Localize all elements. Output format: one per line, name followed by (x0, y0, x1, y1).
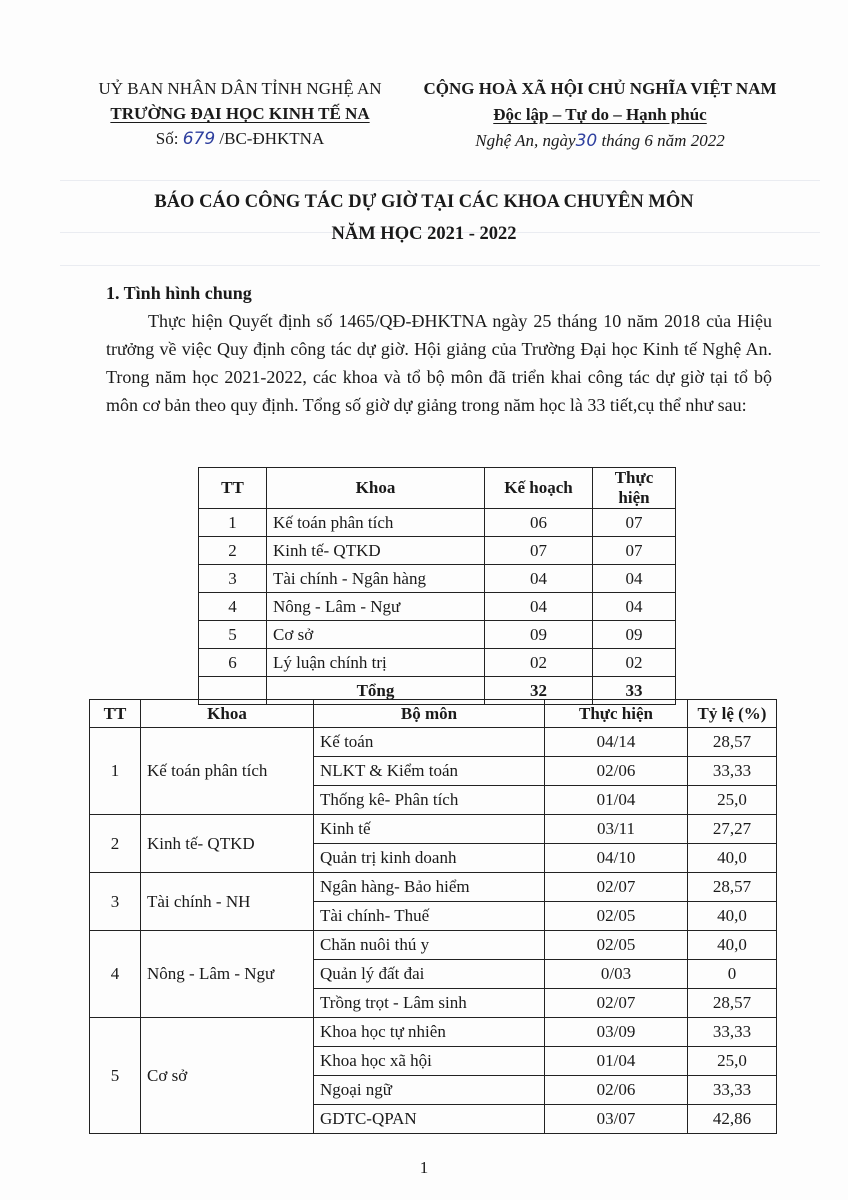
table-cell: Ngoại ngữ (314, 1076, 545, 1105)
table-cell: 02/05 (545, 931, 688, 960)
table-cell: 2 (199, 537, 267, 565)
table-cell: 25,0 (688, 1047, 777, 1076)
table-cell: 40,0 (688, 844, 777, 873)
col-header: TT (199, 468, 267, 509)
section-paragraph: Thực hiện Quyết định số 1465/QĐ-ĐHKTNA ngày 25 tháng 10 năm 2018 của Hiệu trưởng về việc Quy định công tác dự giờ. Hội giảng của Trường Đại học Kinh tế Nghệ An. Trong năm học 2021-2022, các khoa và tổ bộ môn đã triển khai công tác dự giờ tại tổ bộ môn cơ bản theo quy định. Tổng số giờ dự giảng trong năm học là 33 tiết,cụ thể như sau: (106, 311, 772, 415)
col-header: TT (90, 700, 141, 728)
table-cell: Tài chính- Thuế (314, 902, 545, 931)
table-cell: Kinh tế (314, 815, 545, 844)
motto: Độc lập – Tự do – Hạnh phúc (493, 105, 707, 124)
table-cell: 02 (485, 649, 593, 677)
table-header-row (90, 700, 777, 728)
table-cell: Lý luận chính trị (267, 649, 485, 677)
table-cell: 1 (199, 509, 267, 537)
table-cell: 25,0 (688, 786, 777, 815)
table-cell: 07 (485, 537, 593, 565)
detail-table (89, 699, 777, 1134)
table-cell: 33,33 (688, 1076, 777, 1105)
table-row (199, 649, 676, 677)
table-row (90, 931, 777, 960)
table-cell: NLKT & Kiểm toán (314, 757, 545, 786)
table-cell: 09 (485, 621, 593, 649)
place-date: Nghệ An, ngày30 tháng 6 năm 2022 (475, 131, 725, 151)
table-cell: 04 (485, 565, 593, 593)
table-cell: 06 (485, 509, 593, 537)
table-row (90, 873, 777, 902)
report-subtitle: NĂM HỌC 2021 - 2022 (331, 224, 517, 244)
table-cell: 2 (90, 815, 141, 873)
col-header: Tỷ lệ (%) (688, 700, 777, 728)
table-cell: Kinh tế- QTKD (267, 537, 485, 565)
table-cell: Khoa học tự nhiên (314, 1018, 545, 1047)
table-cell: 07 (593, 509, 676, 537)
table-cell: 02 (593, 649, 676, 677)
table-cell: 02/07 (545, 873, 688, 902)
table-cell: 28,57 (688, 728, 777, 757)
issuer-authority: UỶ BAN NHÂN DÂN TỈNH NGHỆ AN (98, 79, 382, 98)
national-header (400, 76, 800, 154)
table-row (199, 593, 676, 621)
table-cell: 0 (688, 960, 777, 989)
table-cell: Kế toán phân tích (141, 728, 314, 815)
table-cell: 27,27 (688, 815, 777, 844)
report-title: BÁO CÁO CÔNG TÁC DỰ GIỜ TẠI CÁC KHOA CHUYÊN MÔN (154, 192, 694, 212)
table-cell: 5 (199, 621, 267, 649)
table-cell: 0/03 (545, 960, 688, 989)
document-number: Số: 679 /BC-ĐHKTNA (155, 129, 325, 149)
col-header: Khoa (267, 468, 485, 509)
table-cell: 02/07 (545, 989, 688, 1018)
table-cell: 40,0 (688, 931, 777, 960)
section-heading: 1. Tình hình chung (106, 283, 252, 303)
table-row (199, 509, 676, 537)
table-cell: 04 (593, 593, 676, 621)
page-number: 1 (419, 1158, 429, 1177)
table-row (90, 1018, 777, 1047)
table-row (199, 565, 676, 593)
table-cell: 07 (593, 537, 676, 565)
table-cell: Khoa học xã hội (314, 1047, 545, 1076)
table-cell: 5 (90, 1018, 141, 1134)
table-cell: 4 (90, 931, 141, 1018)
table-cell: Cơ sở (267, 621, 485, 649)
table-cell: Nông - Lâm - Ngư (267, 593, 485, 621)
table-cell: 04/14 (545, 728, 688, 757)
col-header: Khoa (141, 700, 314, 728)
table-cell: Kinh tế- QTKD (141, 815, 314, 873)
table-cell: Tài chính - Ngân hàng (267, 565, 485, 593)
table-cell: GDTC-QPAN (314, 1105, 545, 1134)
table-cell: 03/09 (545, 1018, 688, 1047)
table-cell: 3 (90, 873, 141, 931)
table-cell: Ngân hàng- Bảo hiểm (314, 873, 545, 902)
table-cell: 28,57 (688, 873, 777, 902)
table-cell: Quản lý đất đai (314, 960, 545, 989)
table-cell: 4 (199, 593, 267, 621)
table-cell: Trồng trọt - Lâm sinh (314, 989, 545, 1018)
issuer-block (75, 76, 405, 152)
table-cell: 33,33 (688, 1018, 777, 1047)
table-row (90, 815, 777, 844)
table-cell: 42,86 (688, 1105, 777, 1134)
table-cell: 32 (485, 677, 593, 705)
col-header: Thực hiện (593, 468, 676, 509)
table-header-row (199, 468, 676, 509)
table-cell: Quản trị kinh doanh (314, 844, 545, 873)
table-row (199, 537, 676, 565)
table-cell: Nông - Lâm - Ngư (141, 931, 314, 1018)
table-cell: 04 (485, 593, 593, 621)
table-cell: Tổng (267, 677, 485, 705)
table-cell: Chăn nuôi thú y (314, 931, 545, 960)
table-cell: Cơ sở (141, 1018, 314, 1134)
col-header: Bộ môn (314, 700, 545, 728)
table-cell: 03/11 (545, 815, 688, 844)
table-row (199, 621, 676, 649)
table-cell: 3 (199, 565, 267, 593)
table-row (90, 728, 777, 757)
table-cell: Tài chính - NH (141, 873, 314, 931)
table-cell: 04 (593, 565, 676, 593)
table-cell: 02/06 (545, 757, 688, 786)
table-cell: Kế toán phân tích (267, 509, 485, 537)
nation-title: CỘNG HOÀ XÃ HỘI CHỦ NGHĨA VIỆT NAM (423, 79, 777, 98)
table-cell: 04/10 (545, 844, 688, 873)
table-cell: Thống kê- Phân tích (314, 786, 545, 815)
summary-table (198, 467, 676, 705)
table-cell: 1 (90, 728, 141, 815)
table-cell: 33,33 (688, 757, 777, 786)
handwritten-day: 30 (575, 131, 598, 151)
col-header: Thực hiện (545, 700, 688, 728)
table-cell: 6 (199, 649, 267, 677)
handwritten-number: 679 (182, 129, 216, 149)
table-cell: 09 (593, 621, 676, 649)
table-cell: 02/06 (545, 1076, 688, 1105)
table-cell: Kế toán (314, 728, 545, 757)
table-cell: 03/07 (545, 1105, 688, 1134)
table-cell: 01/04 (545, 1047, 688, 1076)
table-cell: 01/04 (545, 786, 688, 815)
table-cell: 02/05 (545, 902, 688, 931)
table-cell: 40,0 (688, 902, 777, 931)
table-cell: 28,57 (688, 989, 777, 1018)
table-cell: 33 (593, 677, 676, 705)
col-header: Kế hoạch (485, 468, 593, 509)
issuer-school: TRƯỜNG ĐẠI HỌC KINH TẾ NA (110, 104, 370, 123)
